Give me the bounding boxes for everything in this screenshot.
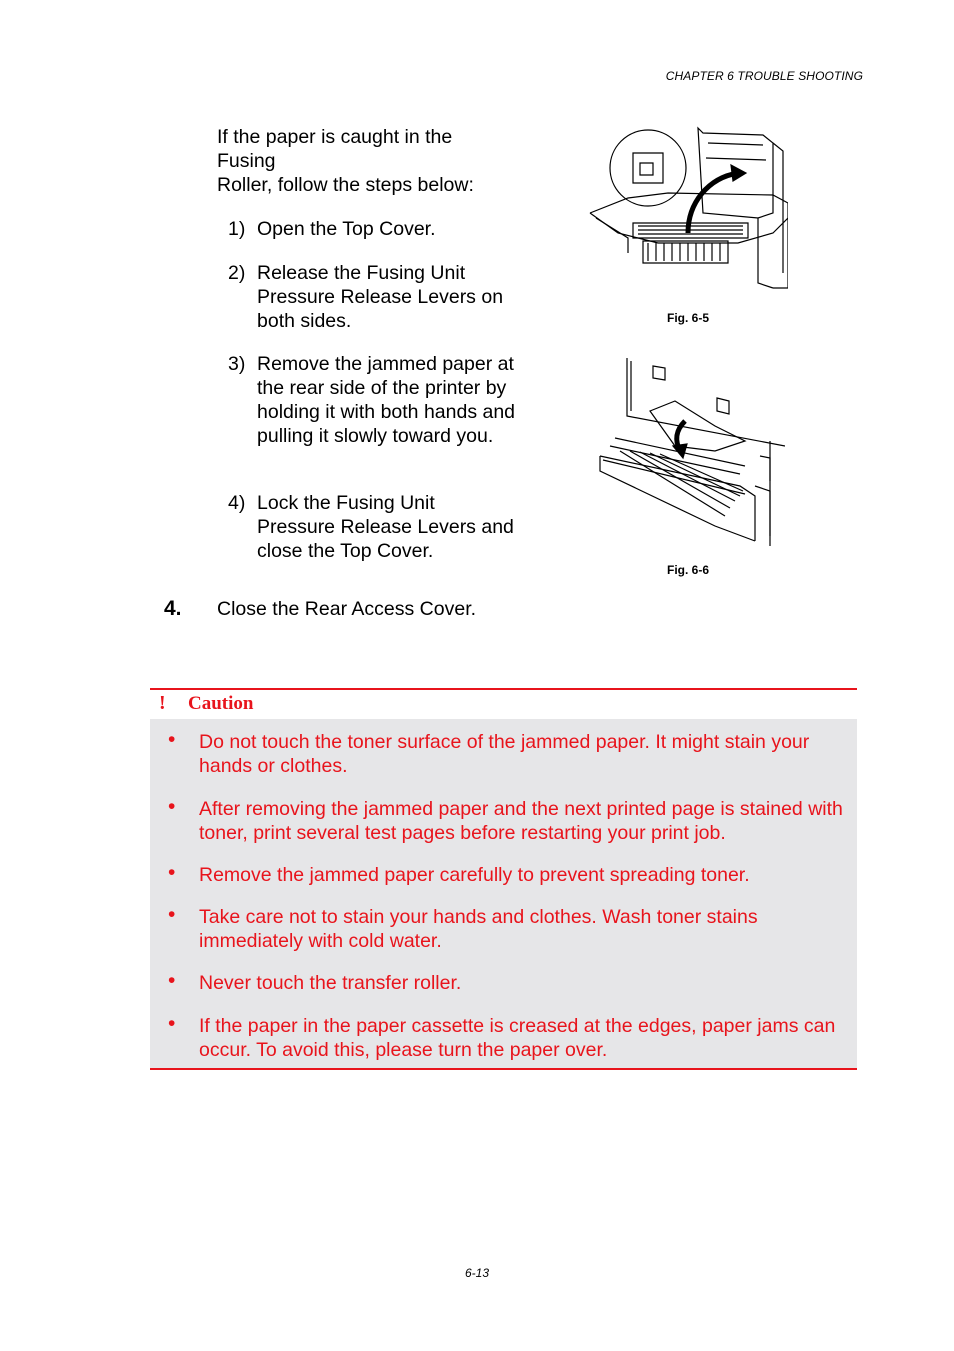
step-text: Close the Rear Access Cover. [217,598,477,620]
printer-rear-paper-removal-illustration [595,356,785,546]
chapter-header: CHAPTER 6 TROUBLE SHOOTING [665,69,863,83]
step-item [228,217,538,241]
caution-bullet-text: Do not touch the toner surface of the jammed paper. It might stain your hands or clothes. [199,731,810,777]
intro-line: Fusing [217,150,276,172]
intro-text [217,125,517,197]
intro-line: Roller, follow the steps below: [217,174,474,196]
caution-bullet-text: Remove the jammed paper carefully to prevent spreading toner. [199,864,750,886]
step-number: 1) [228,218,246,240]
step-item [228,491,518,563]
step-number: 2) [228,262,246,284]
step-number: 3) [228,353,246,375]
step-number: 4) [228,492,246,514]
figure-caption: Fig. 6-6 [667,563,710,577]
caution-bullet-text: If the paper in the paper cassette is creased at the edges, paper jams can occur. To avoid this, please turn the paper over. [199,1015,836,1061]
step-text: Open the Top Cover. [257,218,436,240]
step-item [228,352,524,448]
caution-bullet-text: Take care not to stain your hands and clothes. Wash toner stains immediately with cold water. [199,906,758,952]
caution-header [150,690,857,719]
printer-top-cover-open-illustration [588,123,788,293]
bullet-dot-icon: • [168,1012,176,1035]
exclamation-icon: ! [159,692,166,714]
step-item [228,261,524,333]
bullet-dot-icon: • [168,728,176,751]
caution-box [150,719,857,1068]
bullet-dot-icon: • [168,903,176,926]
caution-bullet-text: Never touch the transfer roller. [199,972,462,994]
bullet-dot-icon: • [168,795,176,818]
caution-title: Caution [188,693,254,714]
page-number: 6-13 [465,1266,490,1280]
bullet-dot-icon: • [168,969,176,992]
step-text: Release the Fusing Unit Pressure Release Levers on both sides. [257,262,504,332]
caution-bottom-rule [150,1068,857,1070]
step-number: 4. [164,597,182,620]
bullet-dot-icon: • [168,861,176,884]
figure-caption: Fig. 6-5 [667,311,710,325]
step-text: Remove the jammed paper at the rear side of the printer by holding it with both hands and pulling it slowly toward you. [257,353,516,447]
caution-bullet-text: After removing the jammed paper and the next printed page is stained with toner, print several test pages before restarting your print job. [199,798,843,844]
step-text: Lock the Fusing Unit Pressure Release Levers and close the Top Cover. [257,492,514,562]
intro-line: If the paper is caught in the [217,126,453,148]
